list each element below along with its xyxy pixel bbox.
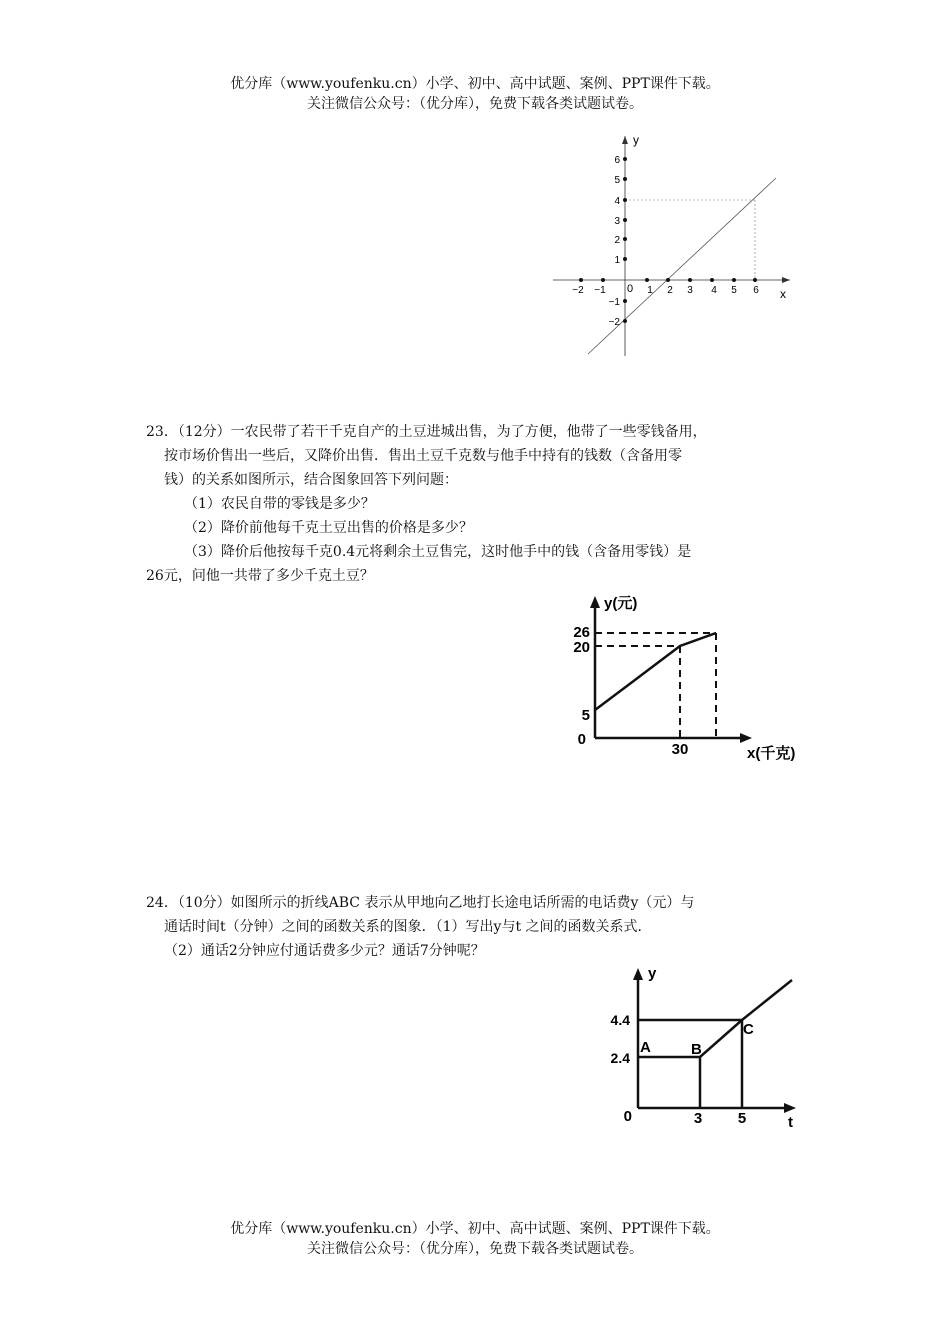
x-tick-3: 3 <box>693 1110 703 1127</box>
y-axis-arrow <box>633 968 643 980</box>
x-axis-label: x(千克) <box>747 745 796 762</box>
graph-phone-fee <box>590 962 806 1132</box>
header-line-2: 关注微信公众号：（优分库），免费下载各类试题试卷。 <box>307 96 643 112</box>
x-axis-arrow <box>784 1103 796 1113</box>
x-axis-arrow <box>782 277 790 283</box>
fee-line <box>638 980 792 1057</box>
q23-line-last: 26元，问他一共带了多少千克土豆？ <box>146 568 374 584</box>
origin-label: 0 <box>627 283 634 295</box>
header-line-1: 优分库（www.youfenku.cn）小学、初中、高中试题、案例、PPT课件下载。 <box>230 76 720 92</box>
y-axis-label: y(元) <box>604 595 638 612</box>
header <box>0 74 950 114</box>
y-tick-label: −2 <box>608 317 620 328</box>
q23-line-2: 按市场价售出一些后，又降价出售．售出土豆千克数与他手中持有的钱数（含备用零 <box>164 448 682 464</box>
y-tick-labels <box>609 155 621 328</box>
x-tick-label: 4 <box>711 285 717 296</box>
question-23 <box>146 420 836 588</box>
y-tick-label: 1 <box>614 255 620 266</box>
point-c-label: C <box>743 1021 754 1038</box>
x-tick-label: 1 <box>647 285 653 296</box>
footer <box>0 1219 950 1259</box>
x-axis-arrow <box>740 733 752 743</box>
x-tick-label: −1 <box>594 285 606 296</box>
footer-line-2: 关注微信公众号：（优分库），免费下载各类试题试卷。 <box>307 1241 643 1257</box>
graph-linear-function <box>548 128 798 360</box>
x-tick-label: −2 <box>572 285 584 296</box>
x-tick-label: 6 <box>753 285 759 296</box>
q23-line-3: 钱）的关系如图所示，结合图象回答下列问题： <box>164 472 458 488</box>
y-axis-arrow <box>590 596 600 608</box>
q24-line-1: 24．（10分）如图所示的折线ABC 表示从甲地向乙地打长途电话所需的电话费y（元）与 <box>146 895 695 911</box>
y-tick-label: 5 <box>614 175 620 186</box>
t-axis-label: t <box>788 1114 793 1131</box>
y-tick-20: 20 <box>573 639 590 656</box>
dashed-guides <box>595 633 716 738</box>
q23-line-1: 23．（12分）一农民带了若干千克自产的土豆进城出售，为了方便，他带了一些零钱备用， <box>146 424 707 440</box>
y-axis-label: y <box>648 965 657 982</box>
q24-line-2: 通话时间t（分钟）之间的函数关系的图象．（1）写出y与t 之间的函数关系式． <box>164 919 652 935</box>
y-axis-arrow <box>622 136 628 144</box>
origin-label: 0 <box>577 731 586 748</box>
y-tick-label: −1 <box>608 297 620 308</box>
x-tick-labels <box>572 285 759 296</box>
x-tick-label: 2 <box>667 285 673 296</box>
y-axis-label: y <box>633 133 639 147</box>
x-tick-30: 30 <box>671 741 689 758</box>
y-tick-label: 2 <box>614 235 620 246</box>
money-line <box>595 633 716 710</box>
q23-sub-2: （2）降价前他每千克土豆出售的价格是多少？ <box>184 520 473 536</box>
footer-line-1: 优分库（www.youfenku.cn）小学、初中、高中试题、案例、PPT课件下载。 <box>230 1221 720 1237</box>
y-tick-5: 5 <box>581 707 590 724</box>
y-tick-label: 6 <box>614 155 620 166</box>
q23-sub-3: （3）降价后他按每千克0.4元将剩余土豆售完，这时他手中的钱（含备用零钱）是 <box>184 544 692 560</box>
y-tick-26: 26 <box>573 624 590 641</box>
x-tick-label: 3 <box>687 285 693 296</box>
y-tick-4-4: 4.4 <box>610 1012 630 1028</box>
x-axis-label: x <box>780 287 786 301</box>
point-a-label: A <box>640 1039 651 1056</box>
x-tick-label: 5 <box>731 285 737 296</box>
point-b-label: B <box>691 1041 702 1058</box>
graph-potato-sales <box>560 588 810 764</box>
x-tick-5: 5 <box>737 1110 747 1127</box>
q24-line-3: （2）通话2分钟应付通话费多少元？通话7分钟呢？ <box>164 943 485 959</box>
origin-label: 0 <box>623 1108 632 1125</box>
y-tick-2-4: 2.4 <box>610 1050 630 1066</box>
q23-sub-1: （1）农民自带的零钱是多少？ <box>184 496 375 512</box>
y-tick-label: 4 <box>614 196 620 207</box>
question-24 <box>146 891 836 963</box>
y-tick-label: 3 <box>614 216 620 227</box>
